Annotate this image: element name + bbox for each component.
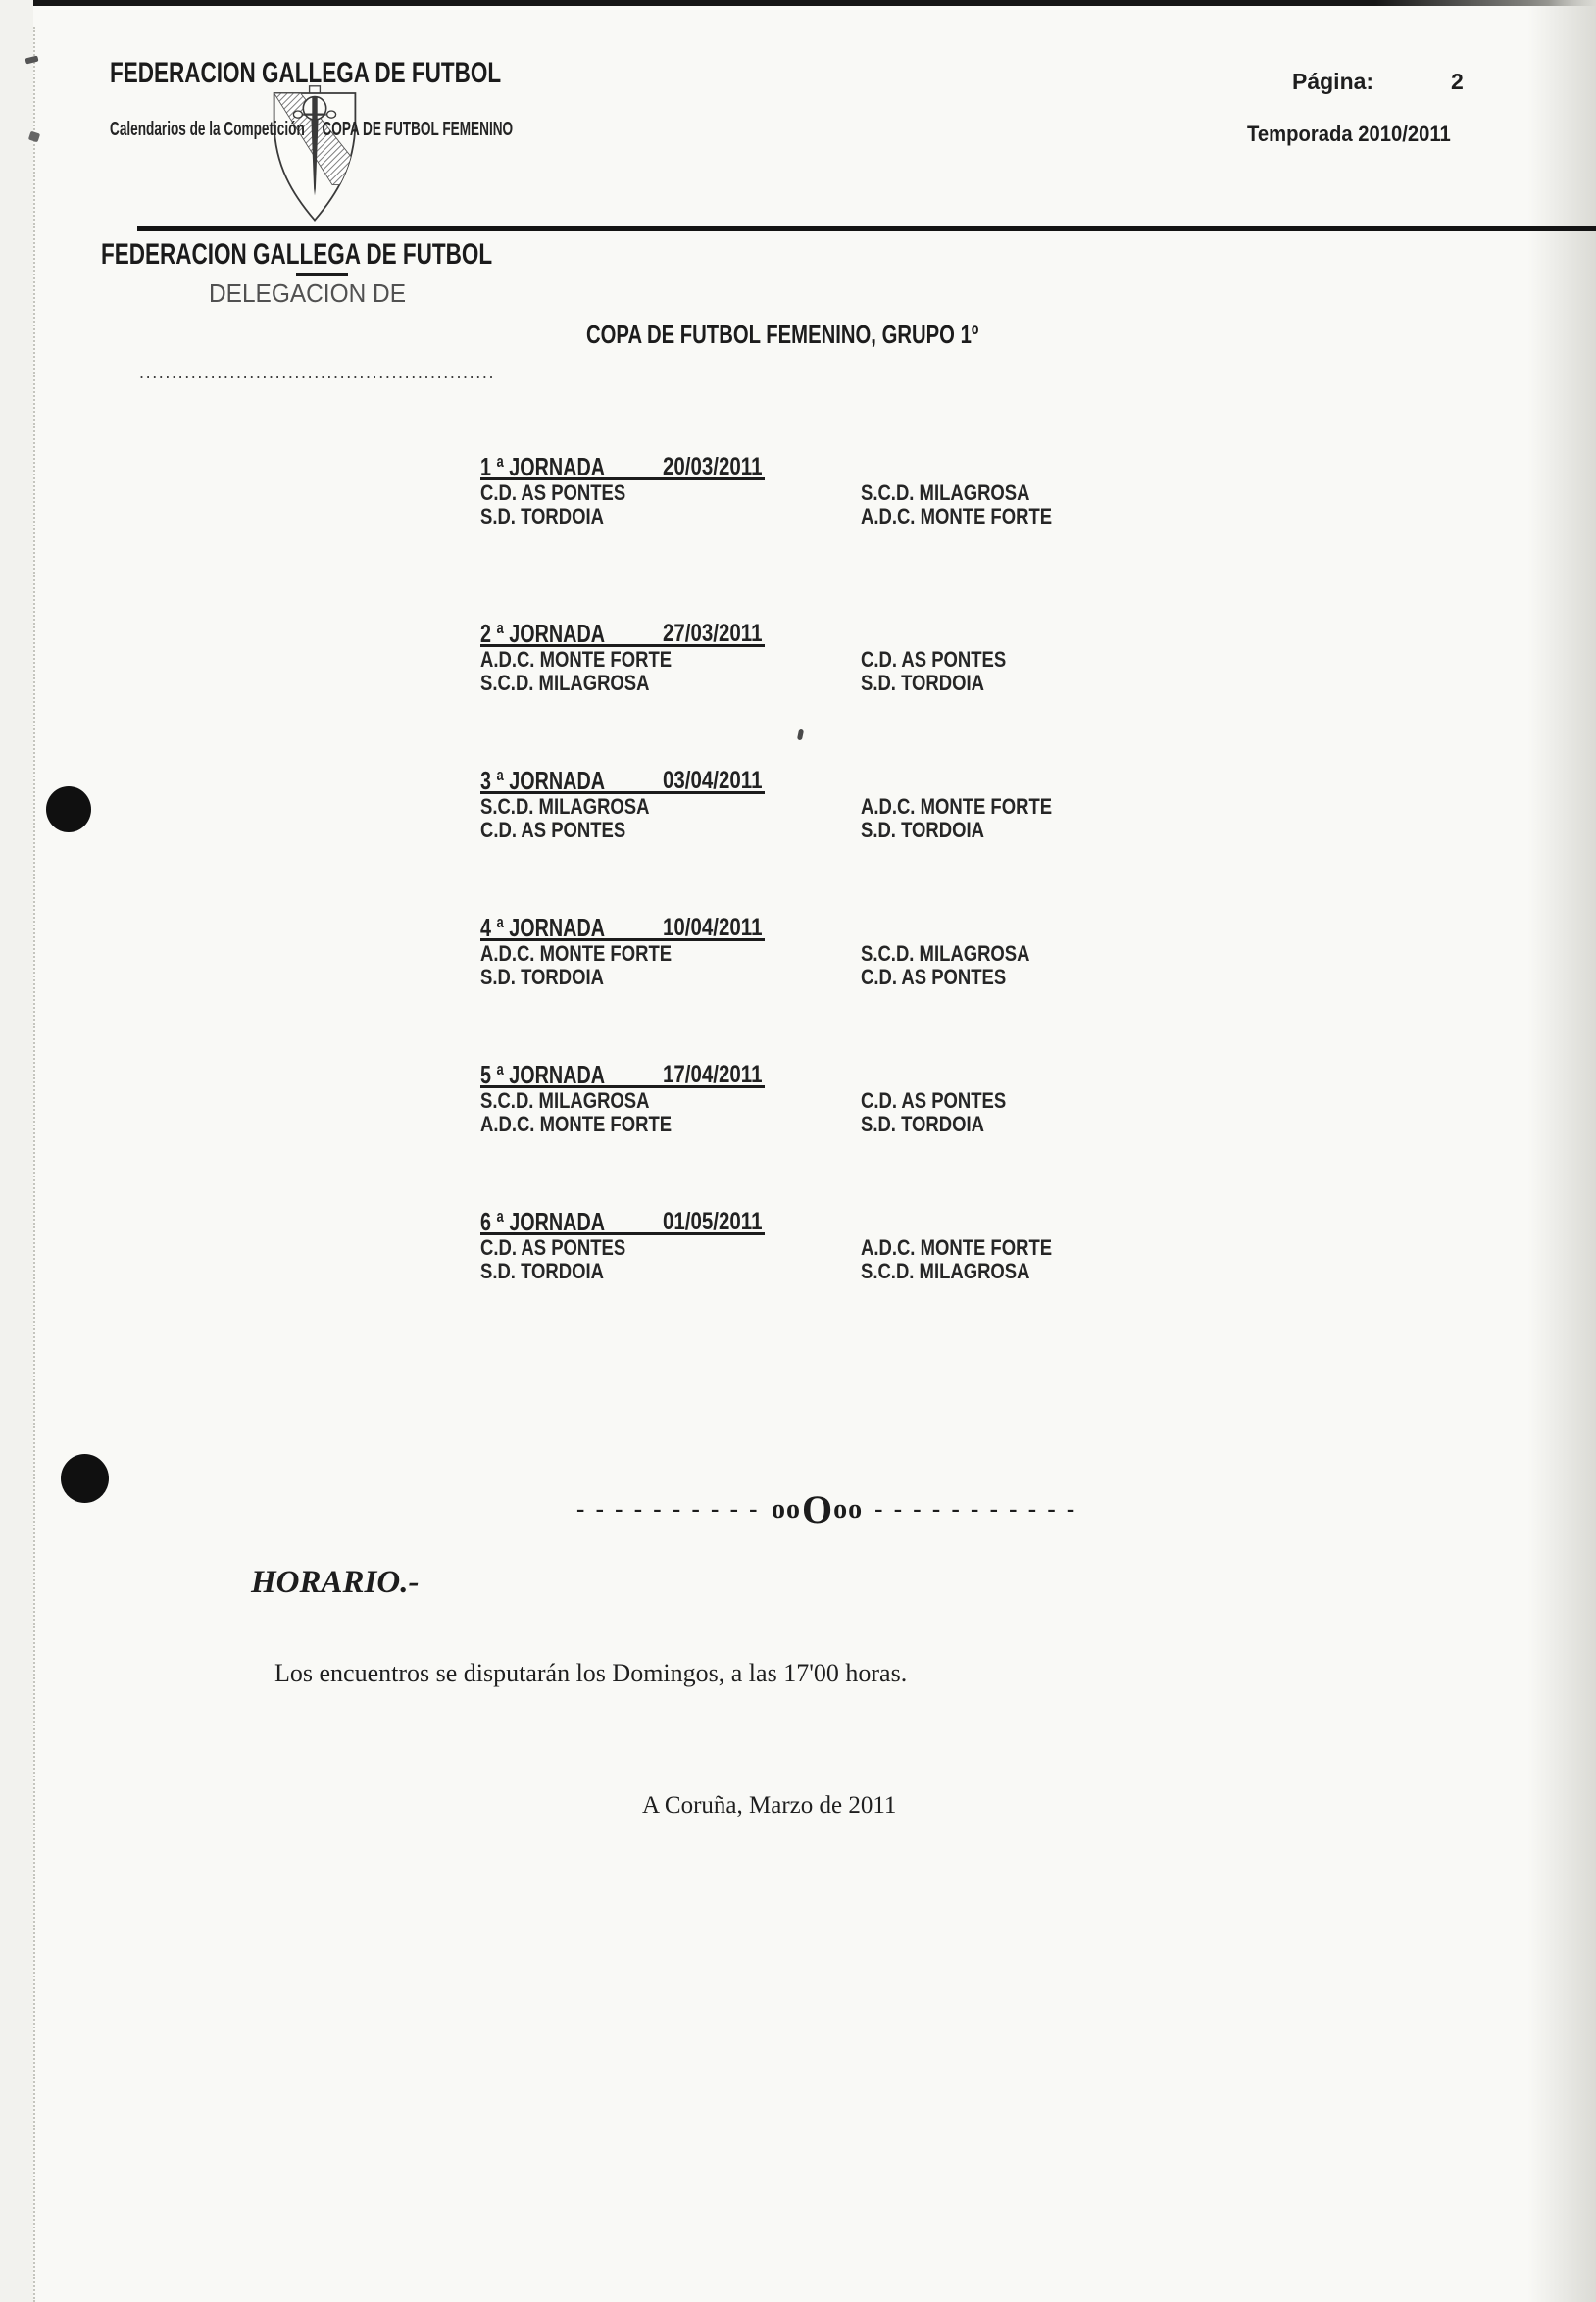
match-row: [480, 941, 1245, 965]
match-row: [480, 1235, 1245, 1259]
ooOoo-separator: [576, 1487, 1077, 1531]
federation-crest-icon: [271, 84, 359, 225]
home-team: A.D.C. MONTE FORTE: [480, 941, 673, 966]
scan-right-shade: [1527, 0, 1596, 2302]
match-row: [480, 671, 1245, 694]
hole-punch-mark: [61, 1454, 109, 1503]
home-team: S.D. TORDOIA: [480, 503, 604, 528]
jornada-block: [480, 619, 1245, 693]
schedule-text: Los encuentros se disputarán los Domingos, a las 17'00 horas.: [274, 1659, 908, 1687]
home-team: S.D. TORDOIA: [480, 1258, 604, 1283]
away-team: S.D. TORDOIA: [861, 1111, 984, 1136]
jornada-header: [480, 913, 765, 941]
away-team: S.D. TORDOIA: [861, 670, 984, 695]
home-team: S.C.D. MILAGROSA: [480, 1088, 650, 1113]
jornada-block: [480, 452, 1245, 526]
separator-dashes: - - - - - - - - - -: [576, 1496, 761, 1523]
page-label: Página:: [1292, 69, 1374, 94]
jornada-label: 1 ª JORNADA: [480, 452, 606, 481]
jornada-date: 20/03/2011: [663, 453, 763, 480]
jornada-block: [480, 1060, 1245, 1134]
jornada-date: 03/04/2011: [663, 767, 763, 794]
jornada-date: 01/05/2011: [663, 1208, 763, 1235]
match-row: [480, 1088, 1245, 1112]
home-team: S.D. TORDOIA: [480, 964, 604, 989]
header-federation-title: FEDERACION GALLEGA DE FUTBOL: [110, 57, 502, 89]
place-date-text: A Coruña, Marzo de 2011: [642, 1792, 897, 1819]
away-team: S.C.D. MILAGROSA: [861, 480, 1030, 505]
away-team: S.D. TORDOIA: [861, 817, 984, 842]
home-team: C.D. AS PONTES: [480, 480, 626, 505]
jornada-header: [480, 1060, 765, 1088]
horario-heading: HORARIO.-: [251, 1565, 420, 1600]
jornada-block: [480, 1207, 1245, 1281]
jornada-header: [480, 1207, 765, 1235]
away-team: A.D.C. MONTE FORTE: [861, 503, 1053, 528]
away-team: S.C.D. MILAGROSA: [861, 941, 1030, 966]
header-subtitle: [110, 119, 513, 141]
away-team: C.D. AS PONTES: [861, 964, 1007, 989]
away-team: C.D. AS PONTES: [861, 647, 1007, 672]
match-row: [480, 794, 1245, 818]
jornada-label: 2 ª JORNADA: [480, 619, 606, 648]
jornada-header: [480, 452, 765, 480]
match-row: [480, 1112, 1245, 1135]
away-team: S.C.D. MILAGROSA: [861, 1258, 1030, 1283]
header-divider-rule: [137, 226, 1596, 231]
jornada-label: 3 ª JORNADA: [480, 766, 606, 795]
jornada-block: [480, 913, 1245, 987]
section-federation-title: FEDERACION GALLEGA DE FUTBOL: [101, 238, 493, 271]
group-title: COPA DE FUTBOL FEMENINO, GRUPO 1º: [586, 320, 979, 349]
match-row: [480, 818, 1245, 841]
away-team: A.D.C. MONTE FORTE: [861, 794, 1053, 819]
jornada-date: 10/04/2011: [663, 914, 763, 941]
scan-speck: [797, 729, 804, 741]
match-row: [480, 647, 1245, 671]
home-team: S.C.D. MILAGROSA: [480, 794, 650, 819]
separator-center: oo O oo: [772, 1487, 864, 1531]
hole-punch-mark: [46, 786, 91, 832]
home-team: A.D.C. MONTE FORTE: [480, 647, 673, 672]
match-row: [480, 504, 1245, 527]
jornada-header: [480, 766, 765, 794]
scan-top-edge: [18, 0, 1596, 6]
away-team: C.D. AS PONTES: [861, 1088, 1007, 1113]
competition-name: COPA DE FUTBOL FEMENINO: [322, 119, 514, 140]
jornada-date: 27/03/2011: [663, 620, 763, 647]
calendars-label: Calendarios de la Competición: [110, 119, 305, 140]
scan-left-margin: [0, 0, 33, 2302]
separator-dashes: - - - - - - - - - - -: [874, 1496, 1077, 1523]
jornada-block: [480, 766, 1245, 840]
delegation-label: DELEGACION DE: [209, 278, 406, 308]
match-row: [480, 965, 1245, 988]
jornada-label: 5 ª JORNADA: [480, 1060, 606, 1089]
jornada-label: 6 ª JORNADA: [480, 1207, 606, 1236]
match-row: [480, 1259, 1245, 1282]
away-team: A.D.C. MONTE FORTE: [861, 1235, 1053, 1260]
section-underline: [296, 273, 348, 276]
match-row: [480, 480, 1245, 504]
jornada-header: [480, 619, 765, 647]
jornada-label: 4 ª JORNADA: [480, 913, 606, 942]
season-label: Temporada 2010/2011: [1247, 122, 1451, 146]
jornada-date: 17/04/2011: [663, 1061, 763, 1088]
dotted-rule: .......................................................: [139, 363, 496, 382]
scan-edge-line: [33, 27, 35, 2302]
home-team: C.D. AS PONTES: [480, 817, 626, 842]
home-team: A.D.C. MONTE FORTE: [480, 1111, 673, 1136]
home-team: S.C.D. MILAGROSA: [480, 670, 650, 695]
home-team: C.D. AS PONTES: [480, 1235, 626, 1260]
page-number: 2: [1451, 69, 1464, 94]
